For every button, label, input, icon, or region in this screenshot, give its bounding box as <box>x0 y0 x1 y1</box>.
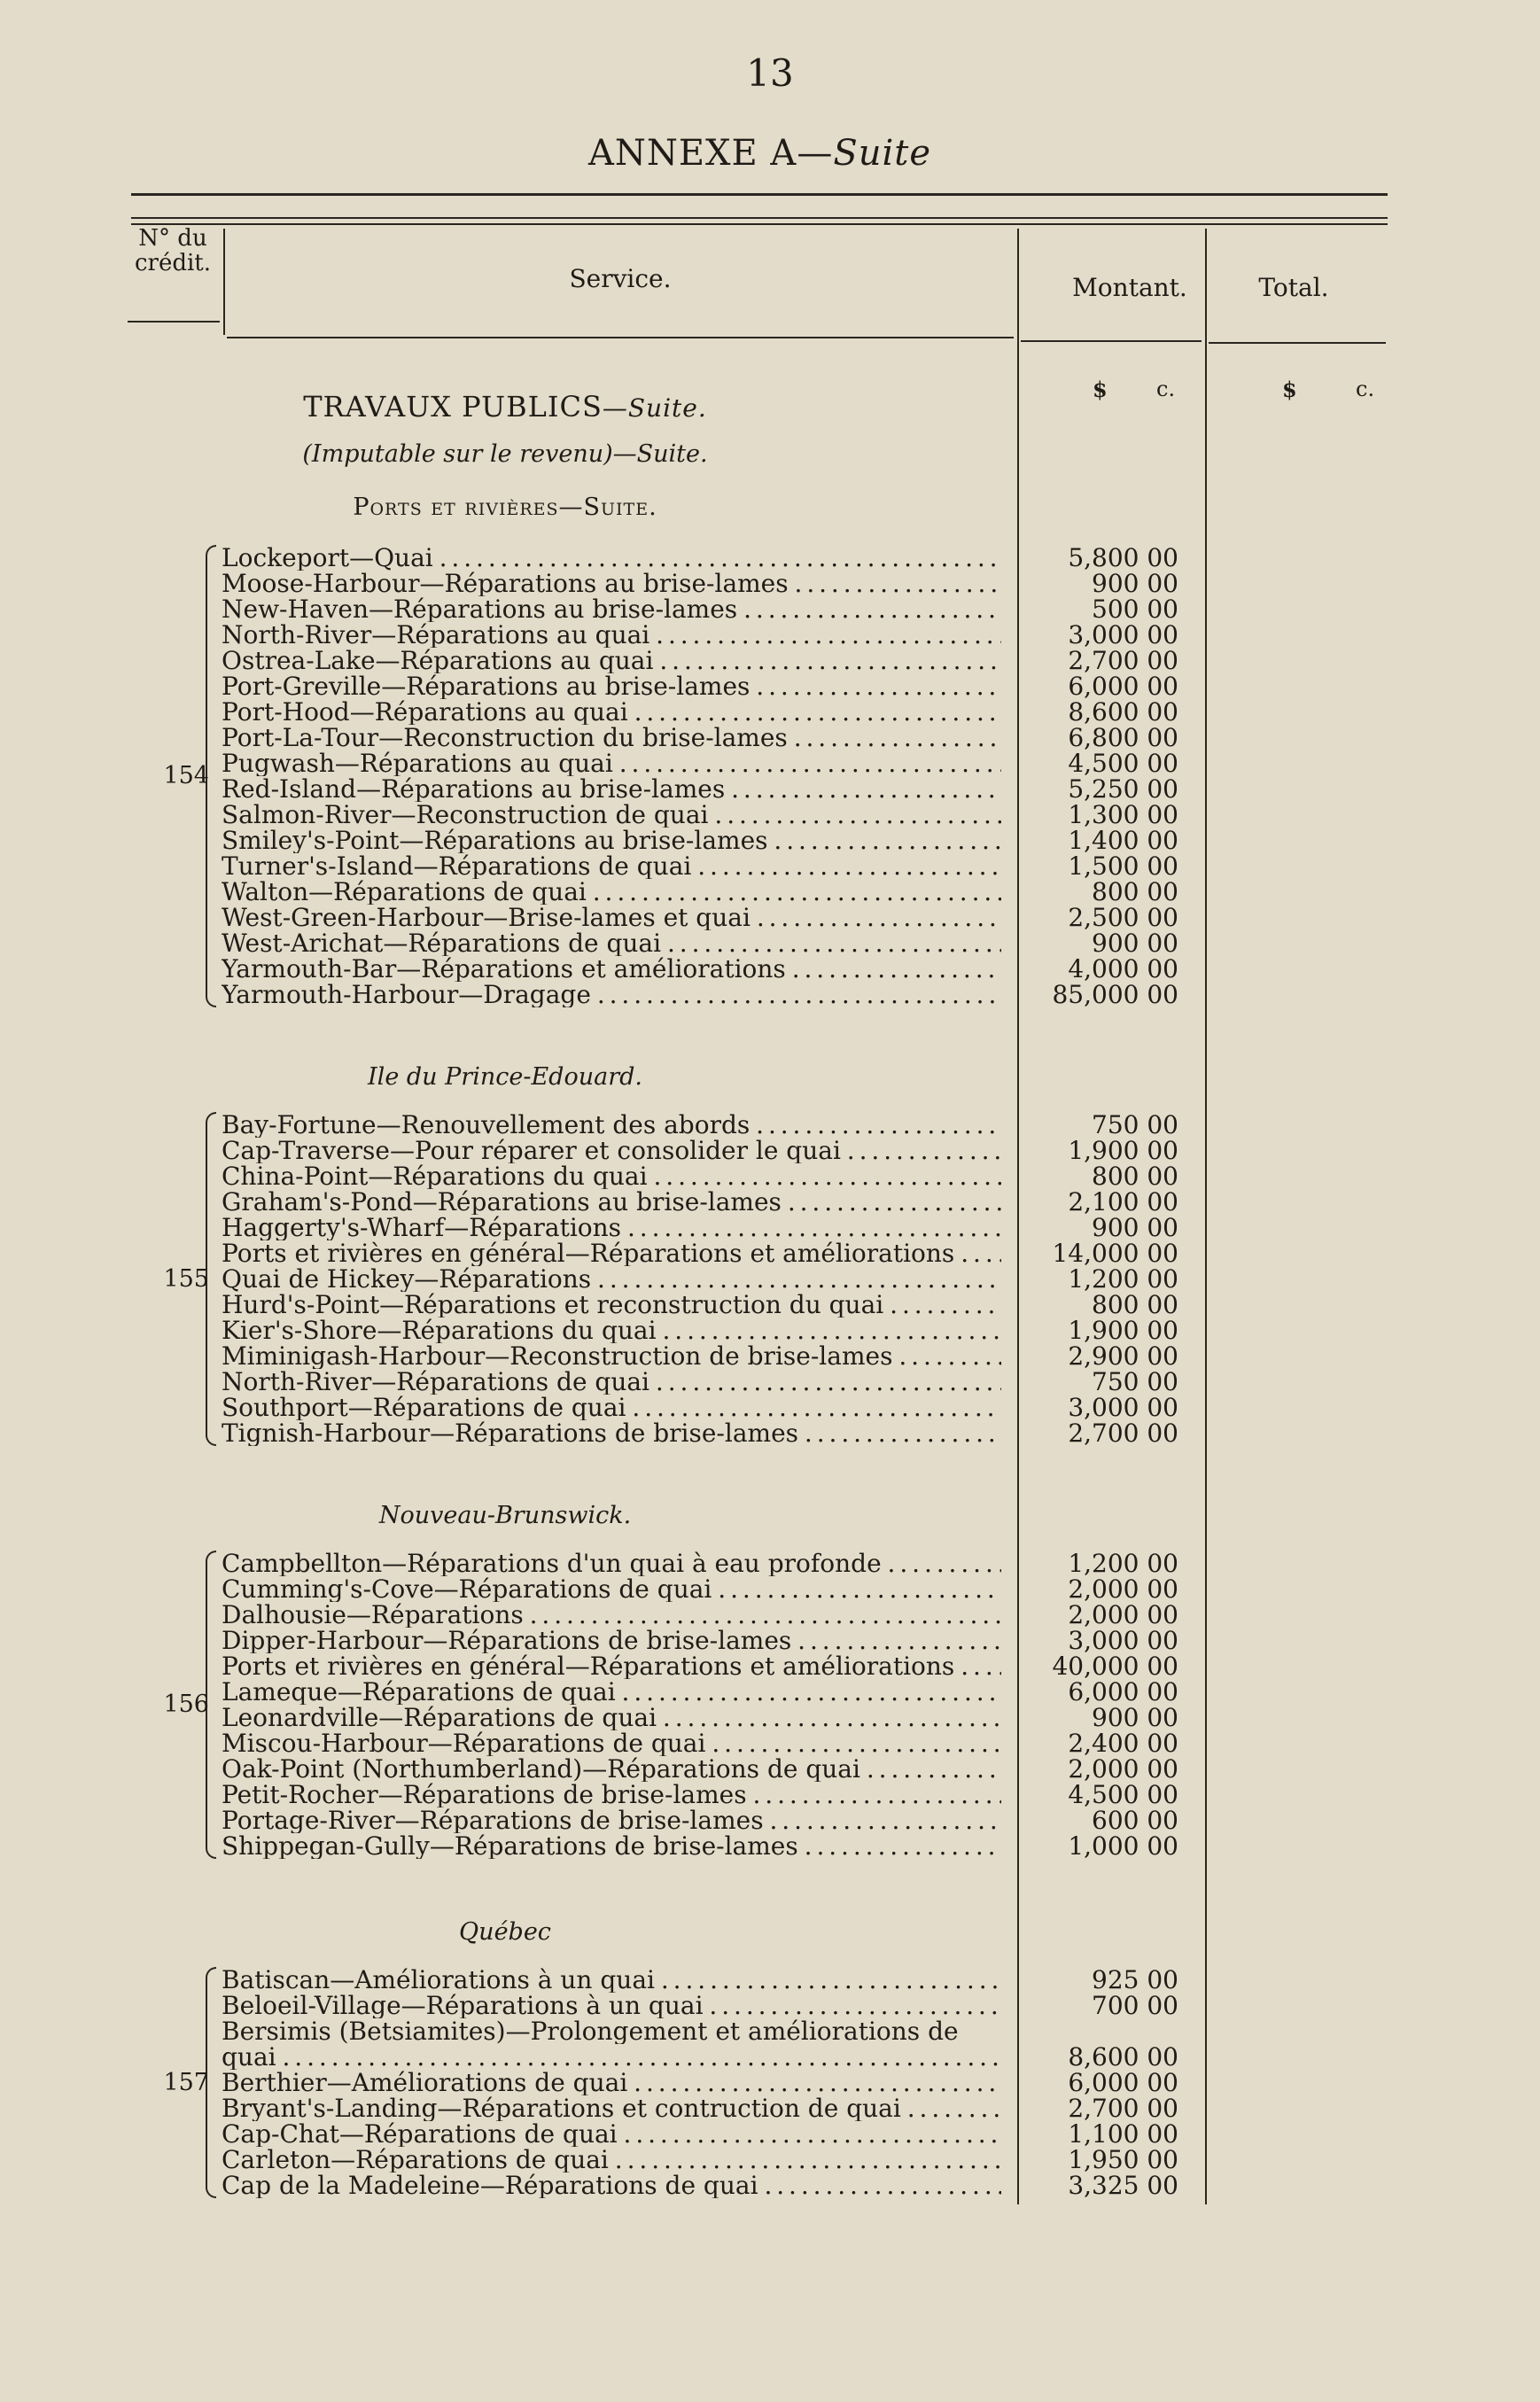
amount-value: 1,400 00 <box>1068 826 1178 855</box>
top-rule-1 <box>131 193 1388 196</box>
table-row <box>222 1189 1178 1215</box>
amount-value: 800 00 <box>1092 877 1178 906</box>
amount-value: 600 00 <box>1092 1806 1178 1835</box>
column-rule-montant <box>1205 229 1207 2204</box>
service-description: Batiscan—Améliorations à un quai . . . <box>222 1967 1001 1993</box>
service-description: Bay-Fortune—Renouvellement des abords . . . <box>222 1112 1001 1138</box>
table-row <box>222 879 1178 905</box>
top-rule-2 <box>131 217 1388 219</box>
service-description: Lameque—Réparations de quai . . . <box>222 1679 1001 1705</box>
amount-value: 4,500 00 <box>1068 749 1178 778</box>
main-heading-text: TRAVAUX PUBLICS <box>303 390 603 424</box>
amount-value: 1,000 00 <box>1068 1831 1178 1861</box>
amount-value: 5,250 00 <box>1068 774 1178 804</box>
amount-value: 1,200 00 <box>1068 1264 1178 1294</box>
service-description: Miscou-Harbour—Réparations de quai . . . <box>222 1730 1001 1756</box>
amount-value: 2,000 00 <box>1068 1754 1178 1784</box>
table-row <box>222 1833 1178 1859</box>
header-total: Total. <box>1258 273 1329 302</box>
service-description: Haggerty's-Wharf—Réparations . . . <box>222 1215 1001 1240</box>
table-row <box>222 1730 1178 1756</box>
service-description: Carleton—Réparations de quai . . . <box>222 2147 1001 2173</box>
table-row <box>222 1318 1178 1343</box>
table-row <box>222 750 1178 776</box>
column-rule-credit <box>223 229 225 335</box>
table-row <box>222 802 1178 828</box>
table-row <box>222 596 1178 622</box>
amount-value: 800 00 <box>1092 1290 1178 1319</box>
table-row <box>222 2173 1178 2198</box>
sub-heading: (Imputable sur le revenu)—Suite. <box>302 440 708 468</box>
amount-value: 2,700 00 <box>1068 1419 1178 1448</box>
service-description: Ports et rivières en général—Réparations et améliorations . . . <box>222 1653 1001 1679</box>
service-description: Cumming's-Cove—Réparations de quai . . . <box>222 1576 1001 1602</box>
amount-value: 1,900 00 <box>1068 1136 1178 1165</box>
table-row <box>222 905 1178 930</box>
table-row <box>222 1993 1178 2018</box>
service-description: Dipper-Harbour—Réparations de brise-lames . . . <box>222 1628 1001 1653</box>
table-row <box>222 1807 1178 1833</box>
table-row <box>222 545 1178 571</box>
page-number: 13 <box>746 51 794 95</box>
table-row <box>222 1679 1178 1705</box>
service-description: Pugwash—Réparations au quai . . . <box>222 750 1001 776</box>
region-heading: Québec <box>459 1918 551 1946</box>
amount-value: 2,700 00 <box>1068 2094 1178 2123</box>
service-description: China-Point—Réparations du quai . . . <box>222 1163 1001 1189</box>
credit-number: 155 <box>163 1264 209 1293</box>
total-dollar-sign: $ <box>1282 377 1297 402</box>
service-description: Petit-Rocher—Réparations de brise-lames . . . <box>222 1782 1001 1807</box>
amount-value: 1,200 00 <box>1068 1549 1178 1578</box>
ports-heading: Ports et rivières—Suite. <box>353 494 657 521</box>
service-description: Ports et rivières en général—Réparations et améliorations . . . <box>222 1240 1001 1266</box>
table-row <box>222 1112 1178 1138</box>
service-description: Bryant's-Landing—Réparations et contruction de quai . . . <box>222 2095 1001 2121</box>
amount-value: 1,100 00 <box>1068 2119 1178 2149</box>
amount-value: 6,000 00 <box>1068 672 1178 701</box>
service-description: Cap-Chat—Réparations de quai . . . <box>222 2121 1001 2147</box>
amount-value: 3,325 00 <box>1068 2171 1178 2200</box>
table-row <box>222 2095 1178 2121</box>
table-row <box>222 699 1178 725</box>
credit-number: 156 <box>163 1691 209 1718</box>
amount-value: 900 00 <box>1092 929 1178 958</box>
amount-value: 2,900 00 <box>1068 1341 1178 1371</box>
amount-value: 85,000 00 <box>1052 980 1178 1009</box>
amount-value: 1,300 00 <box>1068 800 1178 829</box>
service-description: Ostrea-Lake—Réparations au quai . . . <box>222 648 1001 673</box>
table-row <box>222 956 1178 982</box>
amount-value: 2,500 00 <box>1068 903 1178 932</box>
service-description: Port-Hood—Réparations au quai . . . <box>222 699 1001 725</box>
service-description: West-Green-Harbour—Brise-lames et quai . . . <box>222 905 1001 930</box>
service-description: Graham's-Pond—Réparations au brise-lames . . . <box>222 1189 1001 1215</box>
amount-value: 900 00 <box>1092 1213 1178 1242</box>
service-description: North-River—Réparations de quai . . . <box>222 1369 1001 1395</box>
service-description: Kier's-Shore—Réparations du quai . . . <box>222 1318 1001 1343</box>
annex-title-main: ANNEXE A <box>587 133 797 174</box>
credit-number: 157 <box>163 2068 209 2096</box>
table-row <box>222 648 1178 673</box>
service-description: Yarmouth-Harbour—Dragage . . . <box>222 982 1001 1007</box>
amount-value: 1,950 00 <box>1068 2145 1178 2174</box>
amount-value: 1,500 00 <box>1068 851 1178 881</box>
amount-value: 4,500 00 <box>1068 1780 1178 1809</box>
service-description: Moose-Harbour—Réparations au brise-lames . . . <box>222 571 1001 596</box>
header-rule-montant <box>1021 340 1202 342</box>
top-rule-3 <box>131 223 1388 225</box>
table-row <box>222 1138 1178 1163</box>
table-row <box>222 1395 1178 1420</box>
credit-section-155 <box>133 1112 1178 1446</box>
amount-value: 925 00 <box>1092 1965 1178 1994</box>
service-description: Berthier—Améliorations de quai . . . <box>222 2070 1001 2095</box>
header-rule-service <box>227 337 1014 338</box>
credit-section-157 <box>133 1967 1178 2198</box>
amount-value: 14,000 00 <box>1052 1239 1178 1268</box>
region-heading: Nouveau-Brunswick. <box>378 1502 632 1529</box>
amount-value: 2,100 00 <box>1068 1187 1178 1217</box>
service-description: Cap-Traverse—Pour réparer et consolider le quai . . . <box>222 1138 1001 1163</box>
service-description: Dalhousie—Réparations . . . <box>222 1602 1001 1628</box>
service-description: Salmon-River—Reconstruction de quai . . . <box>222 802 1001 828</box>
service-description: Port-Greville—Réparations au brise-lames . . . <box>222 673 1001 699</box>
amount-value: 6,800 00 <box>1068 723 1178 752</box>
header-rule-total <box>1209 342 1386 344</box>
table-row <box>222 1266 1178 1292</box>
table-row <box>222 2147 1178 2173</box>
annex-title: ANNEXE A—Suite <box>587 133 932 174</box>
service-description: quai . . . <box>222 2044 1001 2070</box>
header-service: Service. <box>569 264 672 293</box>
amount-value: 900 00 <box>1092 569 1178 598</box>
service-description: Tignish-Harbour—Réparations de brise-lames . . . <box>222 1420 1001 1446</box>
service-description: West-Arichat—Réparations de quai . . . <box>222 930 1001 956</box>
service-description: Shippegan-Gully—Réparations de brise-lames . . . <box>222 1833 1001 1859</box>
montant-cents-label: c. <box>1156 377 1176 401</box>
service-description: Campbellton—Réparations d'un quai à eau profonde . . . <box>222 1551 1001 1576</box>
amount-value: 800 00 <box>1092 1162 1178 1191</box>
table-row <box>222 1420 1178 1446</box>
table-row <box>222 571 1178 596</box>
amount-value: 2,000 00 <box>1068 1600 1178 1629</box>
amount-value: 750 00 <box>1092 1367 1178 1396</box>
service-description: Yarmouth-Bar—Réparations et améliorations . . . <box>222 956 1001 982</box>
amount-value: 8,600 00 <box>1068 697 1178 727</box>
table-row <box>222 1215 1178 1240</box>
main-heading <box>204 390 806 424</box>
amount-value: 2,700 00 <box>1068 646 1178 675</box>
service-description: Turner's-Island—Réparations de quai . . . <box>222 853 1001 879</box>
service-description: Smiley's-Point—Réparations au brise-lames . . . <box>222 828 1001 853</box>
service-description: Leonardville—Réparations de quai . . . <box>222 1705 1001 1730</box>
table-row <box>222 2018 1178 2044</box>
table-row <box>222 1576 1178 1602</box>
service-description: Miminigash-Harbour—Reconstruction de brise-lames . . . <box>222 1343 1001 1369</box>
amount-value: 900 00 <box>1092 1703 1178 1732</box>
table-row <box>222 1967 1178 1993</box>
header-montant: Montant. <box>1072 273 1187 302</box>
amount-value: 3,000 00 <box>1068 620 1178 649</box>
table-row <box>222 1163 1178 1189</box>
service-description: Walton—Réparations de quai . . . <box>222 879 1001 905</box>
service-description: Port-La-Tour—Reconstruction du brise-lames . . . <box>222 725 1001 750</box>
header-rule-credit <box>128 321 220 323</box>
service-description: Cap de la Madeleine—Réparations de quai . . . <box>222 2173 1001 2198</box>
amount-value: 5,800 00 <box>1068 543 1178 572</box>
service-description: Bersimis (Betsiamites)—Prolongement et améliorations de <box>222 2018 959 2044</box>
service-description: Quai de Hickey—Réparations . . . <box>222 1266 1001 1292</box>
table-row <box>222 622 1178 648</box>
table-row <box>222 2121 1178 2147</box>
service-description: Southport—Réparations de quai . . . <box>222 1395 1001 1420</box>
service-description: New-Haven—Réparations au brise-lames . . . <box>222 596 1001 622</box>
table-row <box>222 1782 1178 1807</box>
table-row <box>222 2070 1178 2095</box>
table-row <box>222 1653 1178 1679</box>
amount-value: 3,000 00 <box>1068 1626 1178 1655</box>
amount-value: 2,000 00 <box>1068 1574 1178 1604</box>
service-description: Beloeil-Village—Réparations à un quai . . . <box>222 1993 1001 2018</box>
table-row <box>222 930 1178 956</box>
montant-dollar-sign: $ <box>1093 377 1108 402</box>
table-row <box>222 1602 1178 1628</box>
table-row <box>222 776 1178 802</box>
table-row <box>222 673 1178 699</box>
service-description: Portage-River—Réparations de brise-lames . . . <box>222 1807 1001 1833</box>
amount-value: 40,000 00 <box>1052 1652 1178 1681</box>
annex-title-suffix: Suite <box>833 133 932 174</box>
amount-value: 6,000 00 <box>1068 2068 1178 2097</box>
credit-section-154 <box>133 545 1178 1007</box>
credit-number: 154 <box>163 762 209 789</box>
service-description: Hurd's-Point—Réparations et reconstruction du quai . . . <box>222 1292 1001 1318</box>
table-row <box>222 828 1178 853</box>
table-row <box>222 982 1178 1007</box>
amount-value: 750 00 <box>1092 1110 1178 1139</box>
table-row <box>222 1369 1178 1395</box>
table-row <box>222 1292 1178 1318</box>
table-row <box>222 1756 1178 1782</box>
amount-value: 8,600 00 <box>1068 2042 1178 2072</box>
total-cents-label: c. <box>1356 377 1375 401</box>
amount-value: 500 00 <box>1092 595 1178 624</box>
service-description: Red-Island—Réparations au brise-lames . . . <box>222 776 1001 802</box>
service-description: Oak-Point (Northumberland)—Réparations de quai . . . <box>222 1756 1001 1782</box>
table-row <box>222 1343 1178 1369</box>
table-row <box>222 1628 1178 1653</box>
region-heading: Ile du Prince-Edouard. <box>368 1063 642 1091</box>
amount-value: 700 00 <box>1092 1991 1178 2020</box>
table-row <box>222 1240 1178 1266</box>
service-description: Lockeport—Quai . . . <box>222 545 1001 571</box>
table-row <box>222 1705 1178 1730</box>
amount-value: 1,900 00 <box>1068 1316 1178 1345</box>
amount-value: 6,000 00 <box>1068 1677 1178 1706</box>
credit-section-156 <box>133 1551 1178 1859</box>
table-row <box>222 2044 1178 2070</box>
table-row <box>222 853 1178 879</box>
amount-value: 3,000 00 <box>1068 1393 1178 1422</box>
table-row <box>222 1551 1178 1576</box>
header-credit: N° du crédit. <box>134 225 212 276</box>
service-description: North-River—Réparations au quai . . . <box>222 622 1001 648</box>
table-row <box>222 725 1178 750</box>
amount-value: 4,000 00 <box>1068 954 1178 983</box>
main-heading-suffix: —Suite. <box>602 393 707 423</box>
amount-value: 2,400 00 <box>1068 1729 1178 1758</box>
